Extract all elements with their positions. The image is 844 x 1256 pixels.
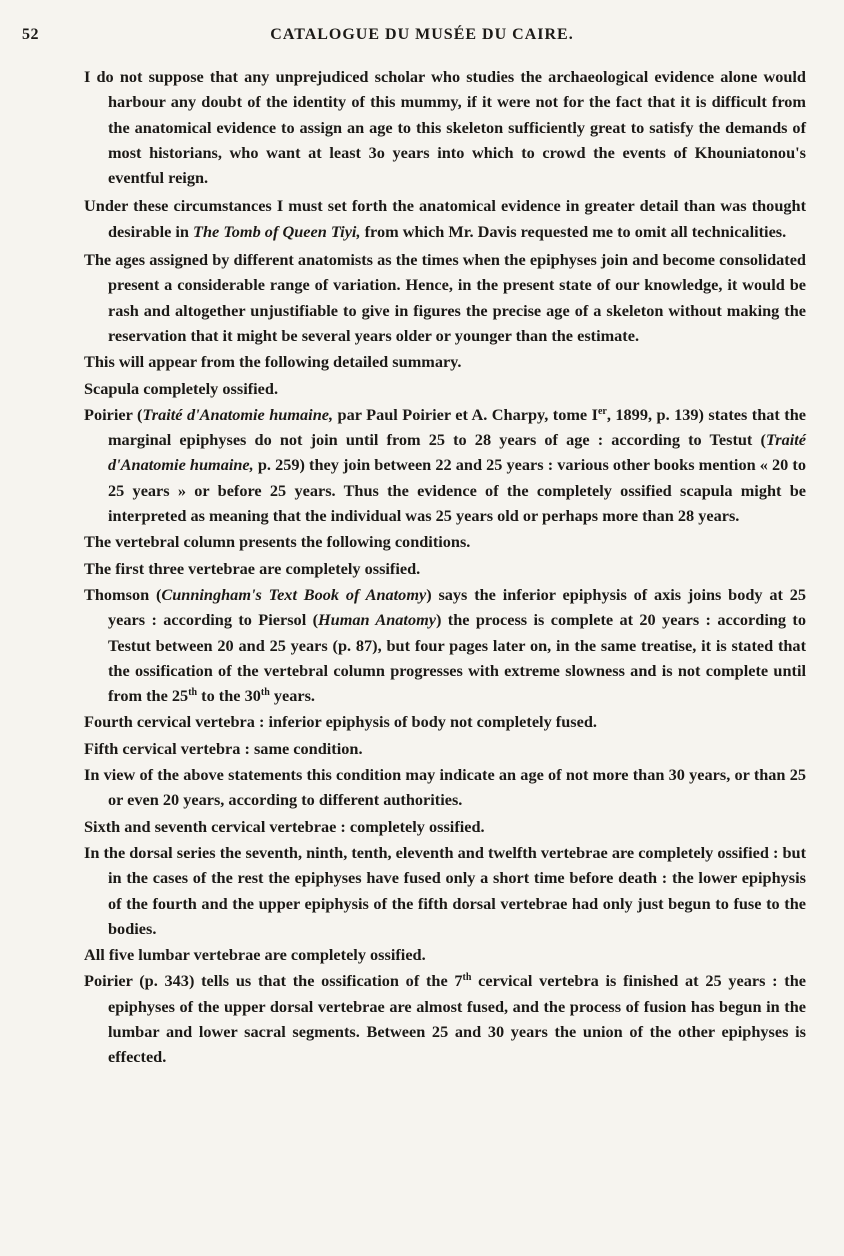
text-run: par Paul Poirier et A. Charpy, tome I — [333, 404, 598, 424]
text-run: Fifth cervical vertebra : same condition. — [84, 738, 363, 758]
text-run: The ages assigned by different anatomists as the times when the epiphyses join and become consolidated present a considerable range of variation. Hence, in the present state of our knowledge, it would be rash and altogether unjustifiable to give in figures the precise age of a skeleton without making the reservation that it might be several years older or younger than the estimate. — [84, 250, 806, 345]
paragraph — [84, 349, 806, 374]
text-run: ) the process is complete at 20 years : according to Testut between 20 and 25 years (p. 87), but four pages later on, in the same treatise, it is stated that the ossification of the vertebral column progresses with extreme slowness and is not complete until from the 25 — [108, 610, 806, 706]
paragraph — [84, 64, 806, 190]
italic-title: Traité d'Anatomie humaine, — [108, 430, 806, 475]
page-number: 52 — [22, 26, 39, 43]
text-run: Poirier ( — [84, 404, 143, 424]
paragraph — [84, 529, 806, 554]
text-run: Thomson ( — [84, 584, 162, 604]
italic-title: Human Anatomy — [318, 610, 436, 630]
paragraph — [84, 968, 806, 1069]
paragraph — [84, 402, 806, 528]
page-header — [0, 26, 844, 50]
text-run: from which Mr. Davis requested me to omit all technicalities. — [360, 221, 787, 241]
text-run: , 1899, p. 139) states that the marginal epiphyses do not join until from 25 to 28 years of age : according to Testut ( — [108, 404, 806, 450]
paragraph — [84, 709, 806, 734]
paragraph — [84, 814, 806, 839]
text-run: Under these circumstances I must set forth the anatomical evidence in greater detail than was thought desirable in — [84, 196, 806, 241]
superscript: th — [462, 972, 472, 984]
text-run: Sixth and seventh cervical vertebrae : completely ossified. — [84, 816, 485, 836]
paragraph — [84, 840, 806, 941]
paragraph — [84, 582, 806, 708]
text-run: In the dorsal series the seventh, ninth, tenth, eleventh and twelfth vertebrae are completely ossified : but in the cases of the rest the epiphyses have fused only a short time before death : the lower epiphysis of the fourth and the upper epiphysis of the fifth dorsal vertebrae had only just begun to fuse to the bodies. — [84, 842, 806, 938]
text-run: ) says the inferior epiphysis of axis joins body at 25 years : according to Piersol ( — [108, 584, 806, 630]
text-run: In view of the above statements this condition may indicate an age of not more than 30 years, or than 25 or even 20 years, according to different authorities. — [84, 765, 806, 810]
paragraph — [84, 376, 806, 401]
text-run: Scapula completely ossified. — [84, 378, 279, 398]
body-text — [84, 64, 806, 1071]
text-run: The first three vertebrae are completely ossified. — [84, 558, 421, 578]
running-title: CATALOGUE DU MUSÉE DU CAIRE. — [270, 26, 574, 43]
paragraph — [84, 247, 806, 348]
text-run: I do not suppose that any unprejudiced scholar who studies the archaeological evidence alone would harbour any doubt of the identity of this mummy, if it were not for the fact that it is difficult from the anatomical evidence to assign an age to this skeleton sufficiently great to satisfy the demands of most historians, who want at least 3o years into which to crowd the events of Khouniatonou's eventful reign. — [84, 67, 806, 188]
paragraph — [84, 193, 806, 244]
text-run: The vertebral column presents the following conditions. — [84, 532, 471, 552]
text-run: cervical vertebra is finished at 25 years : the epiphyses of the upper dorsal vertebrae are almost fused, and the process of fusion has begun in the lumbar and lower sacral segments. Between 25 and 30 years the union of the other epiphyses is effected. — [108, 971, 806, 1067]
text-run: All five lumbar vertebrae are completely ossified. — [84, 945, 426, 965]
text-run: to the 30 — [197, 686, 261, 706]
superscript: th — [188, 687, 198, 699]
italic-title: Cunningham's Text Book of Anatomy — [161, 584, 427, 604]
italic-title: Traité d'Anatomie humaine, — [142, 404, 334, 424]
paragraph — [84, 942, 806, 967]
text-run: years. — [269, 686, 315, 706]
paragraph — [84, 556, 806, 581]
paragraph — [84, 762, 806, 813]
text-run: p. 259) they join between 22 and 25 years : various other books mention « 20 to 25 years » or before 25 years. Thus the evidence of the completely ossified scapula might be interpreted as meaning that the individual was 25 years old or perhaps more than 28 years. — [108, 455, 806, 526]
text-run: Fourth cervical vertebra : inferior epiphysis of body not completely fused. — [84, 712, 597, 732]
superscript: th — [260, 687, 270, 699]
italic-title: The Tomb of Queen Tiyi, — [193, 221, 361, 241]
text-run: This will appear from the following detailed summary. — [84, 352, 462, 372]
text-run: Poirier (p. 343) tells us that the ossification of the 7 — [84, 971, 463, 991]
paragraph — [84, 736, 806, 761]
superscript: er — [597, 405, 607, 417]
